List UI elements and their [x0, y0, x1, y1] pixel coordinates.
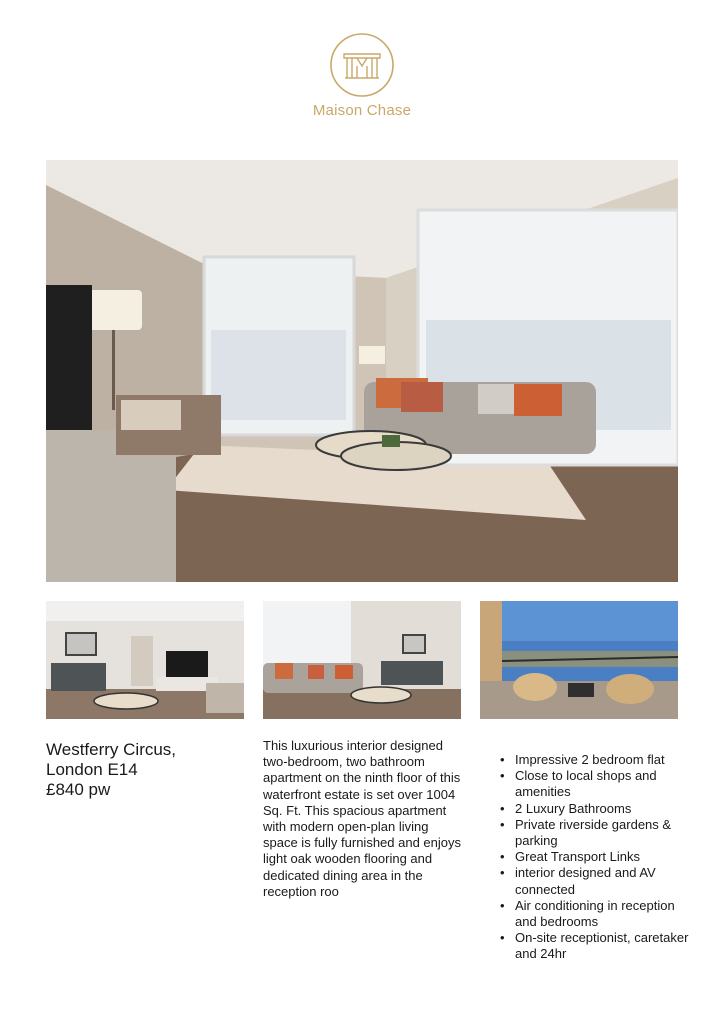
feature-item: • interior designed and AV connected — [500, 865, 690, 897]
address-line-1: Westferry Circus, — [46, 740, 177, 759]
feature-item: • On-site receptionist, caretaker and 24hr — [500, 930, 690, 962]
living-room-photo — [46, 160, 678, 582]
price: £840 pw — [46, 780, 111, 799]
property-description: This luxurious interior designed two-bedroom, two bathroom apartment on the ninth floor of this waterfront estate is set over 1004 Sq. Ft. This spacious apartment with modern open-plan living space is fully furnished and enjoys light oak wooden flooring and dedicated dining area in the reception roo — [263, 738, 462, 899]
sofa-dining-photo — [263, 601, 461, 719]
address-line-2: London E14 — [46, 760, 138, 779]
feature-item: • Great Transport Links — [500, 849, 690, 865]
feature-item: • Impressive 2 bedroom flat — [500, 752, 690, 768]
brand-logo — [300, 32, 424, 119]
feature-item: • Air conditioning in reception and bedrooms — [500, 898, 690, 930]
brand-name: Maison Chase — [312, 102, 412, 119]
feature-item: • 2 Luxury Bathrooms — [500, 801, 690, 817]
dining-living-photo — [46, 601, 244, 719]
feature-list — [500, 752, 690, 963]
property-address — [46, 740, 246, 800]
monogram-circle-icon — [329, 32, 395, 98]
feature-item: • Private riverside gardens & parking — [500, 817, 690, 849]
balcony-terrace-photo — [480, 601, 678, 719]
feature-item: • Close to local shops and amenities — [500, 768, 690, 800]
